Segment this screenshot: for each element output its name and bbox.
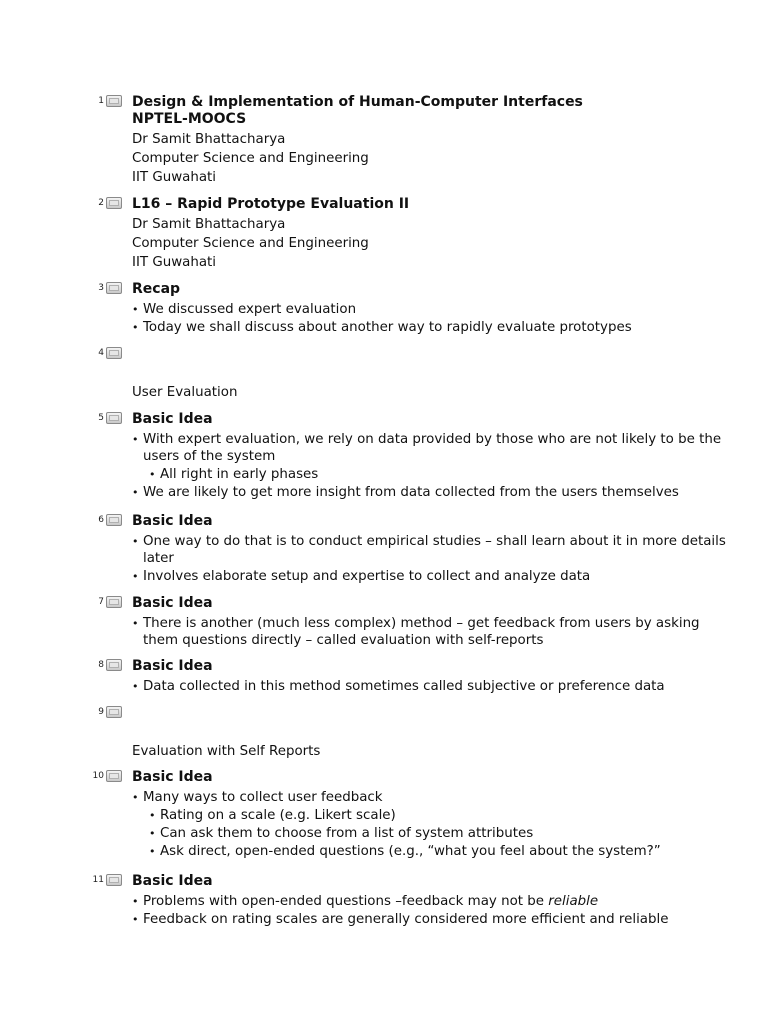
- slide-3: [92, 281, 732, 336]
- sub-bullet: • Can ask them to choose from a list of system attributes: [132, 825, 732, 842]
- slide-thumbnail-icon[interactable]: [106, 197, 122, 209]
- author-name: Dr Samit Bhattacharya: [132, 217, 286, 232]
- slide-number: 9: [98, 707, 104, 717]
- slide-title: Basic Idea: [132, 513, 213, 529]
- slide-thumbnail-icon[interactable]: [106, 412, 122, 424]
- sub-bullet: • Rating on a scale (e.g. Likert scale): [132, 807, 732, 824]
- slide-thumbnail-icon[interactable]: [106, 659, 122, 671]
- slide-number: 8: [98, 660, 104, 670]
- slide-number: 5: [98, 413, 104, 423]
- bullet: • There is another (much less complex) method – get feedback from users by asking them questions directly – called evaluation with self-reports: [132, 615, 732, 649]
- slide-10: [92, 769, 732, 860]
- slide-number: 1: [98, 96, 104, 106]
- sub-bullet: • Ask direct, open-ended questions (e.g., “what you feel about the system?”: [132, 843, 732, 860]
- institute: IIT Guwahati: [132, 170, 217, 185]
- bullet: • With expert evaluation, we rely on data provided by those who are not likely to be the users of the system: [132, 431, 732, 465]
- bullet: • Involves elaborate setup and expertise to collect and analyze data: [132, 568, 732, 585]
- department: Computer Science and Engineering: [132, 151, 369, 166]
- bullet: • One way to do that is to conduct empirical studies – shall learn about it in more details later: [132, 533, 732, 567]
- sub-bullet: • All right in early phases: [132, 466, 732, 483]
- slide-thumbnail-icon[interactable]: [106, 706, 122, 718]
- author-name: Dr Samit Bhattacharya: [132, 132, 286, 147]
- slide-title: Design & Implementation of Human-Computer Interfaces: [132, 94, 583, 110]
- slide-thumbnail-icon[interactable]: [106, 770, 122, 782]
- slide-title: Recap: [132, 281, 181, 297]
- bullet: [132, 893, 732, 910]
- bullet: • Many ways to collect user feedback: [132, 789, 732, 806]
- slide-thumbnail-icon[interactable]: [106, 514, 122, 526]
- bullet: • We discussed expert evaluation: [132, 301, 732, 318]
- slide-thumbnail-icon[interactable]: [106, 347, 122, 359]
- bullet: • We are likely to get more insight from data collected from the users themselves: [132, 484, 732, 501]
- slide-4: [92, 346, 732, 401]
- slide-11: [92, 873, 732, 928]
- slide-text: Evaluation with Self Reports: [132, 744, 321, 759]
- slide-text: User Evaluation: [132, 385, 238, 400]
- slide-thumbnail-icon[interactable]: [106, 596, 122, 608]
- slide-number: 10: [92, 771, 104, 781]
- slide-title: Basic Idea: [132, 873, 213, 889]
- slide-6: [92, 513, 732, 585]
- bullet: • Data collected in this method sometimes called subjective or preference data: [132, 678, 732, 695]
- slide-9: [92, 705, 732, 760]
- slide-title: Basic Idea: [132, 769, 213, 785]
- institute: IIT Guwahati: [132, 255, 217, 270]
- department: Computer Science and Engineering: [132, 236, 369, 251]
- slide-8: [92, 658, 732, 695]
- bullet: • Feedback on rating scales are generally considered more efficient and reliable: [132, 911, 732, 928]
- slide-number: 11: [92, 875, 104, 885]
- slide-thumbnail-icon[interactable]: [106, 874, 122, 886]
- slide-number: 2: [98, 198, 104, 208]
- slide-title: Basic Idea: [132, 658, 213, 674]
- slide-2: [92, 196, 732, 272]
- slide-number: 6: [98, 515, 104, 525]
- slide-thumbnail-icon[interactable]: [106, 282, 122, 294]
- slide-1: [92, 94, 732, 187]
- bullet: • Today we shall discuss about another way to rapidly evaluate prototypes: [132, 319, 732, 336]
- slide-thumbnail-icon[interactable]: [106, 95, 122, 107]
- slide-subtitle: NPTEL-MOOCS: [132, 111, 247, 127]
- bullet-text: Problems with open-ended questions –feedback may not be: [143, 894, 549, 909]
- slide-number: 4: [98, 348, 104, 358]
- slide-7: [92, 595, 732, 649]
- slide-title: Basic Idea: [132, 411, 213, 427]
- slide-number: 3: [98, 283, 104, 293]
- slide-number: 7: [98, 597, 104, 607]
- slide-title: L16 – Rapid Prototype Evaluation II: [132, 196, 410, 212]
- slide-5: [92, 411, 732, 501]
- slide-title: Basic Idea: [132, 595, 213, 611]
- emphasis-text: reliable: [548, 894, 599, 909]
